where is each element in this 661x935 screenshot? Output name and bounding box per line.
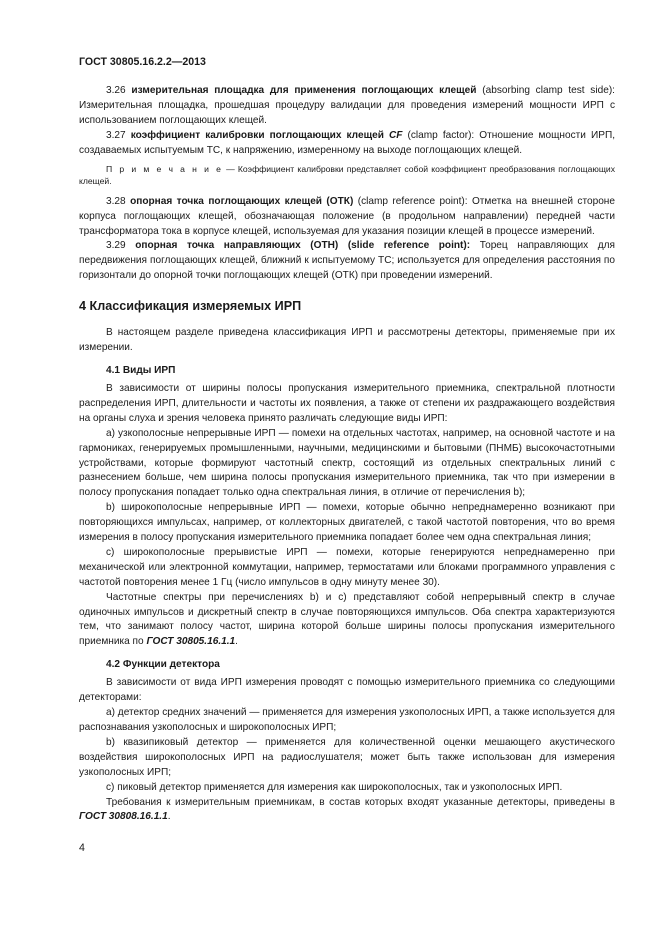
page-number: 4 xyxy=(79,842,85,854)
note-text: — Коэффициент калибровки представляет собой коэффициент преобразования поглощающих клещей. xyxy=(79,163,616,187)
section-4-heading: 4 Классификация измеряемых ИРП xyxy=(79,299,302,314)
document-code-header: ГОСТ 30805.16.2.2—2013 xyxy=(79,56,206,68)
document-page xyxy=(79,56,615,825)
term-title: измерительная площадка для применения поглощающих клещей xyxy=(131,85,477,96)
term-title: опорная точка поглощающих клещей (ОТК) xyxy=(130,195,354,207)
term-symbol: CF xyxy=(388,129,403,141)
list-item-b: b) широкополосные непрерывные ИРП — помехи, которые обычно непреднамеренно возникают при повторяющихся импульсах, например, от коллекторных двигателей, с такой частотой повторения, что во время измерения в полосу пропускания измерительного приемника попадает более чем одна спектральная линия; xyxy=(79,502,615,544)
term-3-29 xyxy=(79,239,615,284)
paragraph: В зависимости от вида ИРП измерения проводят с помощью измерительного приемника со следующими детекторами: xyxy=(79,677,615,704)
term-number: 3.26 xyxy=(106,85,132,96)
term-definition: (clamp reference point): Отметка на внешней стороне корпуса поглощающих клещей, обозначающая положение (в продольном направлении) передней части трансформатора тока в корпусе клещей, используемая для указания позиции клещей в процессе измерений. xyxy=(79,195,615,237)
subsection-4-1-heading: 4.1 Виды ИРП xyxy=(106,364,176,376)
term-number: 3.27 xyxy=(106,129,131,141)
section-4-intro: В настоящем разделе приведена классификация ИРП и рассмотрены детекторы, применяемые при их измерении. xyxy=(79,327,615,354)
list-item-a: a) детектор средних значений — применяется для измерения узкополосных ИРП, а также используется для распознавания узкополосных и широкополосных ИРП; xyxy=(79,707,615,733)
list-item-a: a) узкополосные непрерывные ИРП — помехи на отдельных частотах, например, на основной частоте и на гармониках, генерируемых промышленными, научными, медицинскими и бытовыми (ПНМБ) высокочастотными устройствами, которые формируют частотный спектр, состоящий из отдельных спектральных линий с разнесением больше, чем ширина полосы пропускания измерительного приемника, так что при измерении в полосу пропускания попадает только одна спектральная линия, в отличие от перечисления b); xyxy=(79,427,615,499)
term-note xyxy=(79,163,615,188)
term-definition: (absorbing clamp test side): Измерительная площадка, прошедшая процедуру валидации для проведения измерений мощности ИРП с использованием поглощающих клещей. xyxy=(79,85,615,126)
term-number: 3.29 xyxy=(106,240,136,252)
standard-reference: ГОСТ 30805.16.1.1 xyxy=(146,636,236,648)
list-item-b: b) квазипиковый детектор — применяется для количественной оценки мешающего акустического воздействия широкополосных ИРП на радиослушателя; может быть также использован для измерения узкополосных ИРП; xyxy=(79,736,615,778)
term-3-26 xyxy=(79,84,615,129)
term-definition: (clamp factor): Отношение мощности ИРП, создаваемых испытуемым ТС, к напряжению, измеренному на выходе поглощающих клещей. xyxy=(79,129,615,156)
term-definition: Торец направляющих для передвижения поглощающих клещей, ближний к испытуемому ТС; используется для определения расстояния по горизонтали до опорной точки поглощающих клещей (ОТК) при проведении измерений. xyxy=(79,240,615,282)
subsection-4-2-heading: 4.2 Функции детектора xyxy=(106,659,220,671)
paragraph: Требования к измерительным приемникам, в состав которых входят указанные детекторы, приведены в ГОСТ 30808.16.1.1. xyxy=(79,796,615,823)
note-label: П р и м е ч а н и е xyxy=(106,163,223,174)
term-3-27 xyxy=(79,129,615,159)
paragraph: В зависимости от ширины полосы пропускания измерительного приемника, спектральной плотности распределения ИРП, длительности и частоты их появления, а также от степени их раздражающего воздействия на органы слуха и зрения человека принято различать следующие виды ИРП: xyxy=(79,382,615,424)
list-item-c: c) широкополосные прерывистые ИРП — помехи, которые генерируются непреднамеренно при механической или электронной коммутации, например, термостатами или блоками программного управления с частотой повторения менее 1 Гц (число импульсов в одну минуту менее 30). xyxy=(79,546,615,588)
term-title: опорная точка направляющих (ОТН) (slide reference point): xyxy=(135,240,471,252)
standard-reference: ГОСТ 30808.16.1.1 xyxy=(79,811,168,823)
paragraph: Частотные спектры при перечислениях b) и c) представляют собой непрерывный спектр в случае одиночных импульсов и дискретный спектр в случае повторяющихся импульсов. Оба спектра характеризуются тем, что занимают полосу частот, ширина которой больше ширины полосы пропускания измерительного приемника по ГОСТ 30805.16.1.1. xyxy=(79,591,615,648)
term-3-28 xyxy=(79,195,615,240)
term-number: 3.28 xyxy=(106,195,131,207)
list-item-c: c) пиковый детектор применяется для измерения как широкополосных, так и узкополосных ИРП. xyxy=(106,781,563,793)
term-title: коэффициент калибровки поглощающих клещей xyxy=(130,129,389,141)
